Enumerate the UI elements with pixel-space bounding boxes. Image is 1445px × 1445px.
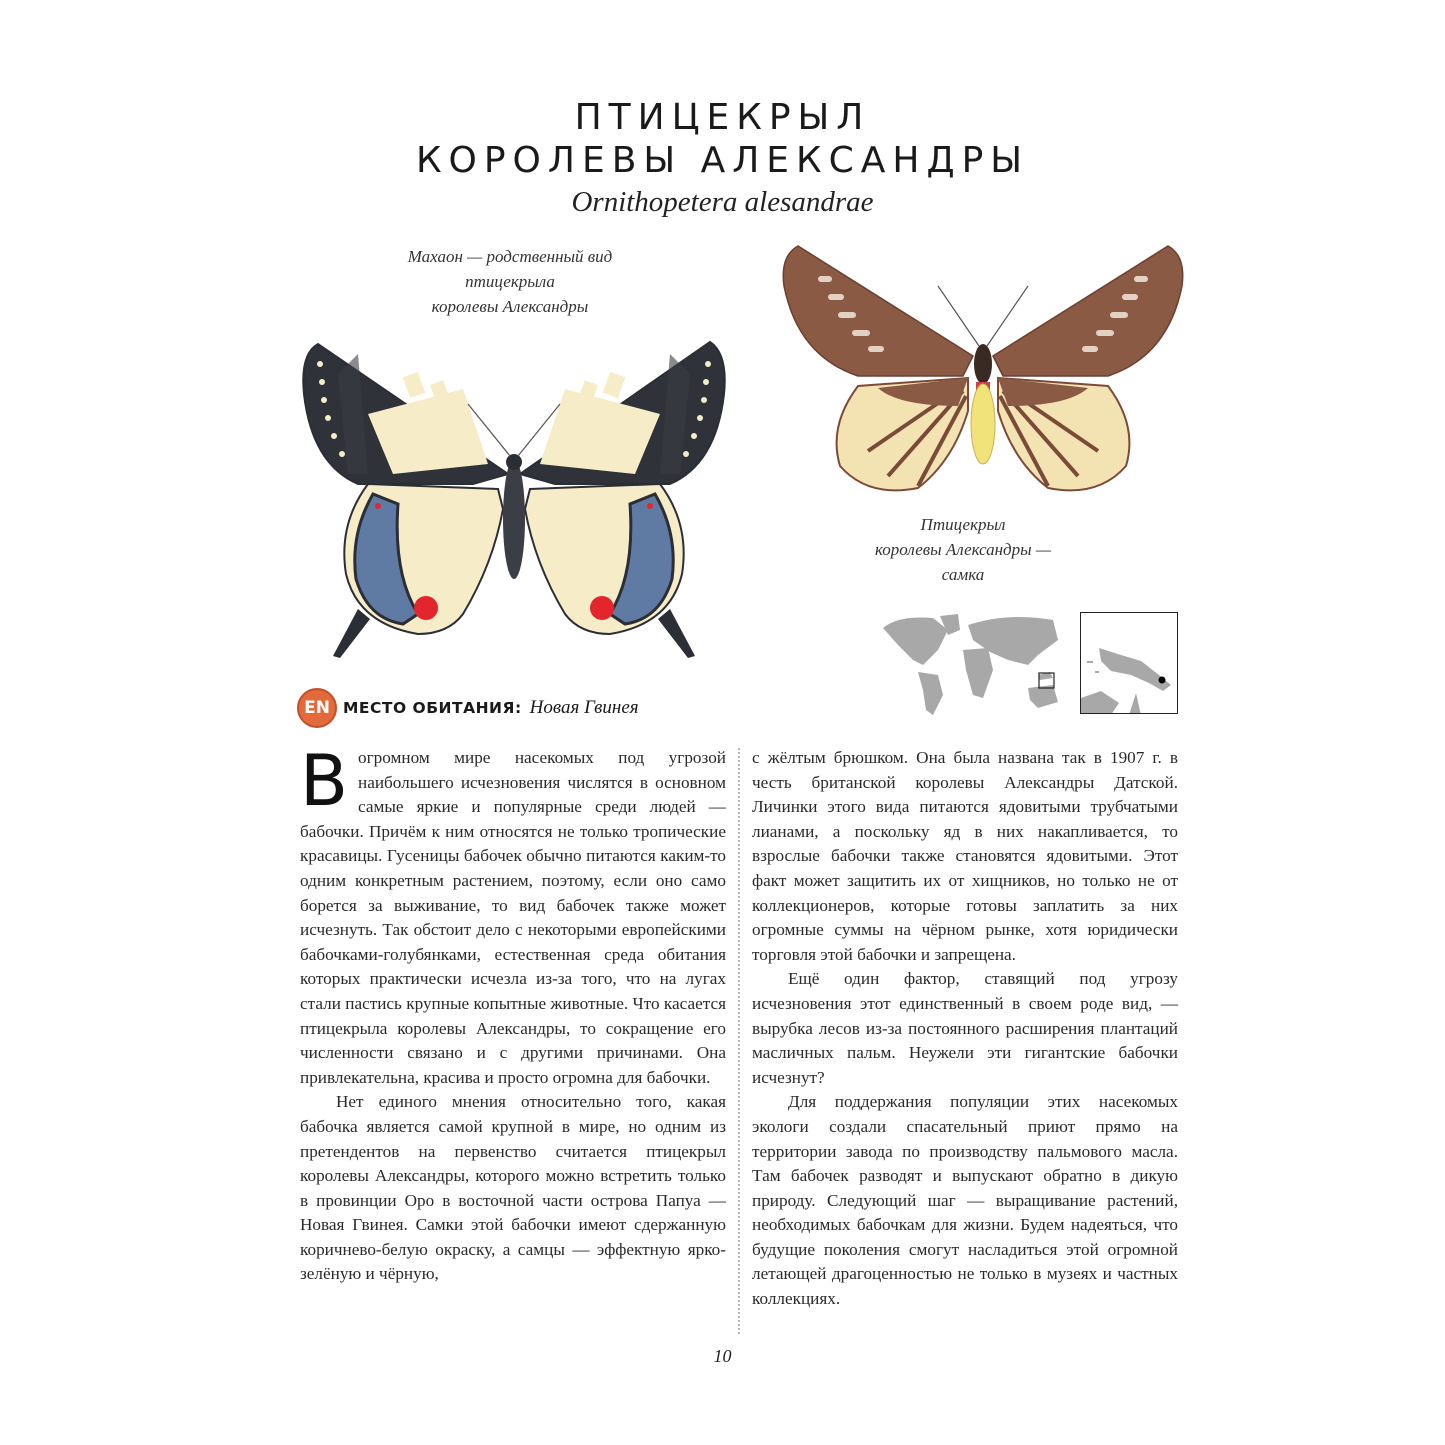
- caption-line: Махаон — родственный вид: [407, 247, 613, 266]
- caption-birdwing-female: [838, 512, 1088, 587]
- caption-line: Птицекрыл: [920, 515, 1006, 534]
- birdwing-female-illustration: [778, 236, 1188, 498]
- caption-line: королевы Александры: [431, 297, 589, 316]
- page-number: 10: [713, 1346, 732, 1366]
- body-column-left: [300, 740, 726, 1287]
- paragraph: В огромном мире насекомых под угрозой наибольшего исчезновения числятся в основном самые яркие и популярные среди людей — бабочки. Причём к ним относятся не только тропические красавицы. Гусеницы бабочек обычно питаются каким-то одним конкретным растением, поэтому, если оно само борется за выживание, то вид бабочек также может исчезнуть. Так обстоит дело с некоторыми европейскими бабочками-голубянками, естественная среда обитания которых практически исчезла из-за того, что на лугах стали пастись крупные копытные животные. Что касается птицекрыла королевы Александры, то сокращение его численности связано и с другими причинами. Она привлекательна, красива и просто огромна для бабочки.: [300, 740, 726, 1087]
- world-map: [878, 610, 1073, 722]
- endangered-status-badge: EN: [297, 688, 337, 728]
- latin-name: Ornithopetera alesandrae: [571, 186, 874, 218]
- body-column-right: [752, 746, 1178, 1312]
- caption-swallowtail: [370, 244, 650, 319]
- habitat-row: [297, 688, 639, 728]
- paragraph: Ещё один фактор, ставящий под угрозу исчезновения этот единственный в своем роде вид, — вырубка лесов из-за постоянного расширения плантаций масличных пальм. Неужели эти гигантские бабочки исчезнут?: [752, 969, 1178, 1087]
- drop-cap: В: [300, 740, 349, 822]
- paragraph: Для поддержания популяции этих насекомых экологи создали спасательный приют прямо на территории завода по производству пальмового масла. Там бабочек разводят и выпускают обратно в дикую природу. Следующий шаг — выращивание растений, необходимых бабочкам для жизни. Будем надеяться, что будущие поколения смогут насладиться этой огромной летающей драгоценностью не только в музеях и частных коллекциях.: [752, 1092, 1178, 1309]
- caption-line: королевы Александры —: [875, 540, 1051, 559]
- page-title-line-2: КОРОЛЕВЫ АЛЕКСАНДРЫ: [415, 140, 1030, 181]
- column-divider: [738, 748, 740, 1334]
- caption-line: птицекрыла: [465, 272, 555, 291]
- inset-map-new-guinea: [1080, 612, 1178, 714]
- habitat-value: Новая Гвинея: [529, 697, 639, 718]
- swallowtail-illustration: [298, 334, 730, 664]
- paragraph: Нет единого мнения относительно того, какая бабочка является самой крупной в мире, но одним из претендентов на первенство считается птицекрыл королевы Александры, которого можно встретить только в провинции Оро в восточной части острова Папуа — Новая Гвинея. Самки этой бабочки имеют сдержанную коричнево-белую окраску, а самцы — эффектную ярко-зелёную и чёрную,: [300, 1092, 726, 1284]
- paragraph: с жёлтым брюшком. Она была названа так в 1907 г. в честь британской королевы Александры Датской. Личинки этого вида питаются ядовитыми трубчатыми лианами, а поскольку яд в них накапливается, то взрослые бабочки также становятся ядовитыми. Этот факт может защитить их от хищников, но только не от коллекционеров, которые готовы заплатить за них огромные суммы на чёрном рынке, хотя юридически торговля этой бабочки и запрещена.: [752, 748, 1178, 964]
- page-title-line-1: ПТИЦЕКРЫЛ: [574, 97, 871, 138]
- caption-line: самка: [941, 565, 985, 584]
- habitat-label: МЕСТО ОБИТАНИЯ:: [343, 699, 522, 717]
